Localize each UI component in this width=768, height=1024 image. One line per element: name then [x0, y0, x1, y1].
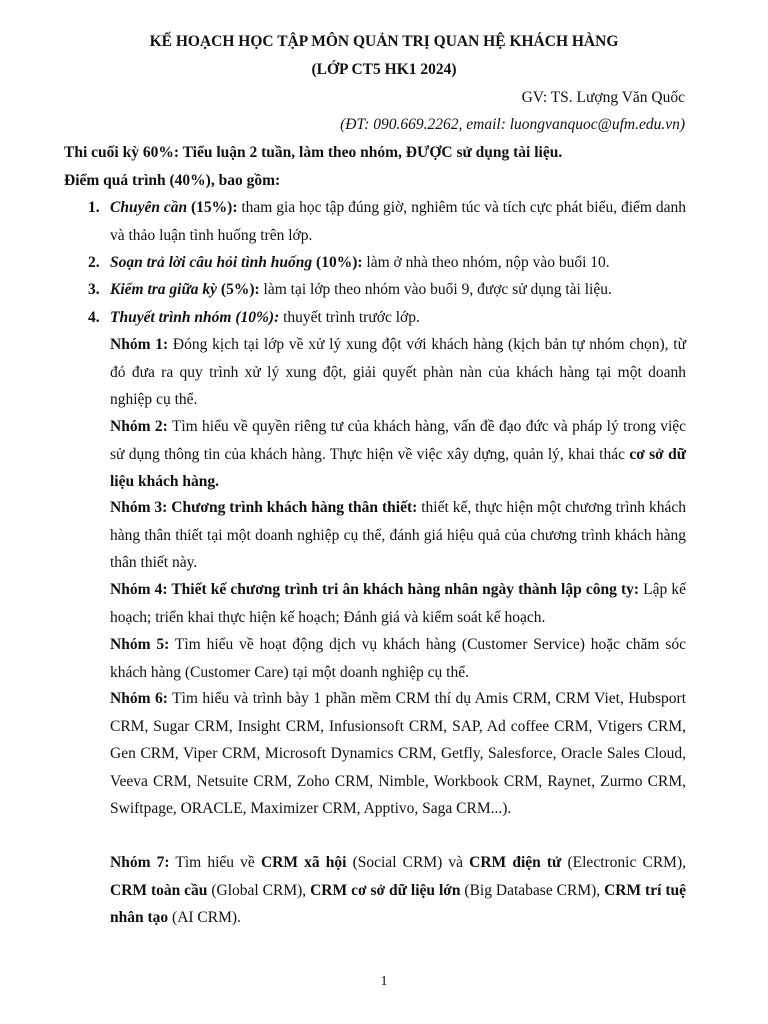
- group-2-label: Nhóm 2:: [110, 418, 168, 435]
- group-5-text: Tìm hiểu về hoạt động dịch vụ khách hàng (Customer Service) hoặc chăm sóc khách hàng (Customer Care) tại một doanh nghiệp cụ thể.: [110, 636, 686, 681]
- group-6-label: Nhóm 6:: [110, 690, 168, 707]
- document-title: KẾ HOẠCH HỌC TẬP MÔN QUẢN TRỊ QUAN HỆ KHÁCH HÀNG: [149, 33, 619, 50]
- item-2-text: làm ở nhà theo nhóm, nộp vào buổi 10.: [362, 254, 610, 271]
- group-7-text-4: (Global CRM),: [207, 881, 311, 899]
- group-1-paragraph: [110, 331, 686, 414]
- group-7-bold-2: CRM điện tử: [469, 854, 562, 871]
- group-7-bold-5: CRM trí tuệ nhân tạo: [110, 881, 687, 926]
- list-number-3: 3.: [88, 281, 100, 298]
- item-2-title: Soạn trả lời câu hỏi tình huống: [110, 254, 313, 271]
- list-number-4: 4.: [88, 309, 100, 326]
- group-5-label: Nhóm 5:: [110, 636, 170, 653]
- group-7-text-6: (AI CRM).: [168, 909, 241, 926]
- group-3-label: Nhóm 3: Chương trình khách hàng thân thiết:: [110, 499, 418, 516]
- group-7-text-3: (Electronic CRM),: [561, 854, 686, 871]
- item-2-pct: (10%):: [312, 254, 363, 271]
- list-item-1: [110, 194, 686, 249]
- document-subtitle: (LỚP CT5 HK1 2024): [311, 61, 457, 78]
- group-7-text-2: (Social CRM) và: [346, 854, 470, 871]
- item-4-text: thuyết trình trước lớp.: [279, 309, 420, 326]
- group-7-bold-1: CRM xã hội: [260, 854, 347, 871]
- list-item-4: [110, 304, 686, 332]
- page-number: 1: [380, 974, 388, 989]
- group-2-text: Tìm hiểu về quyền riêng tư của khách hàng, vấn đề đạo đức và pháp lý trong việc sử dụng thông tin của khách hàng. Thực hiện về việc xây dựng, quản lý, khai thác: [110, 418, 687, 463]
- item-3-pct: (5%):: [217, 281, 260, 298]
- group-6-paragraph: [110, 685, 686, 823]
- group-1-text: Đóng kịch tại lớp về xử lý xung đột với khách hàng (kịch bản tự nhóm chọn), từ đó đưa ra quy trình xử lý xung đột, giải quyết phàn nàn của khách hàng tại một doanh nghiệp cụ thể.: [110, 336, 686, 408]
- group-3-paragraph: [110, 494, 686, 577]
- group-2-paragraph: [110, 413, 686, 496]
- list-item-3: [110, 276, 686, 304]
- final-exam-line: Thi cuối kỳ 60%: Tiểu luận 2 tuần, làm theo nhóm, ĐƯỢC sử dụng tài liệu.: [64, 144, 563, 161]
- group-7-paragraph: [110, 849, 686, 932]
- group-5-paragraph: [110, 631, 686, 686]
- group-4-label: Nhóm 4: Thiết kế chương trình tri ân khách hàng nhân ngày thành lập công ty:: [110, 581, 640, 598]
- item-1-pct: (15%):: [187, 199, 238, 216]
- list-number-1: 1.: [88, 199, 100, 216]
- lecturer-line: GV: TS. Lượng Văn Quốc: [521, 89, 685, 106]
- group-6-text: Tìm hiểu và trình bày 1 phần mềm CRM thí dụ Amis CRM, CRM Viet, Hubsport CRM, Sugar CRM, Insight CRM, Infusionsoft CRM, SAP, Ad coffee CRM, Vtigers CRM, Gen CRM, Viper CRM, Microsoft Dynamics CRM, Getfly, Salesforce, Oracle Sales Cloud, Veeva CRM, Netsuite CRM, Zoho CRM, Nimble, Workbook CRM, Raynet, Zurmo CRM, Swiftpage, ORACLE, Maximizer CRM, Apptivo, Saga CRM...).: [110, 690, 686, 817]
- list-number-2: 2.: [88, 254, 100, 271]
- group-7-text-5: (Big Database CRM),: [460, 881, 605, 899]
- group-7-text-1: Tìm hiểu về: [169, 854, 261, 871]
- group-4-paragraph: [110, 576, 686, 631]
- group-7-label: Nhóm 7:: [110, 854, 170, 871]
- group-4-text: Lập kế hoạch; triển khai thực hiện kế hoạch; Đánh giá và kiểm soát kế hoạch.: [110, 581, 686, 626]
- item-4-title: Thuyết trình nhóm (10%):: [110, 309, 280, 326]
- item-1-title: Chuyên cần: [110, 199, 188, 216]
- group-7-bold-3: CRM toàn cầu: [110, 881, 208, 899]
- group-1-label: Nhóm 1:: [110, 336, 169, 353]
- contact-line: (ĐT: 090.669.2262, email: luongvanquoc@ufm.edu.vn): [340, 116, 685, 133]
- group-2-bold-end: cơ sở dữ liệu khách hàng.: [110, 445, 687, 490]
- item-3-title: Kiểm tra giữa kỳ: [110, 281, 218, 298]
- item-3-text: làm tại lớp theo nhóm vào buổi 9, được sử dụng tài liệu.: [259, 281, 612, 298]
- group-7-bold-4: CRM cơ sở dữ liệu lớn: [310, 881, 461, 899]
- process-heading: Điểm quá trình (40%), bao gồm:: [64, 172, 281, 189]
- item-1-text: tham gia học tập đúng giờ, nghiêm túc và tích cực phát biểu, điểm danh và thảo luận tình huống trên lớp.: [110, 199, 686, 244]
- group-3-text: thiết kế, thực hiện một chương trình khách hàng thân thiết tại một doanh nghiệp cụ thể, đánh giá hiệu quả của chương trình khách hàng thân thiết này.: [110, 499, 686, 571]
- list-item-2: [110, 249, 686, 277]
